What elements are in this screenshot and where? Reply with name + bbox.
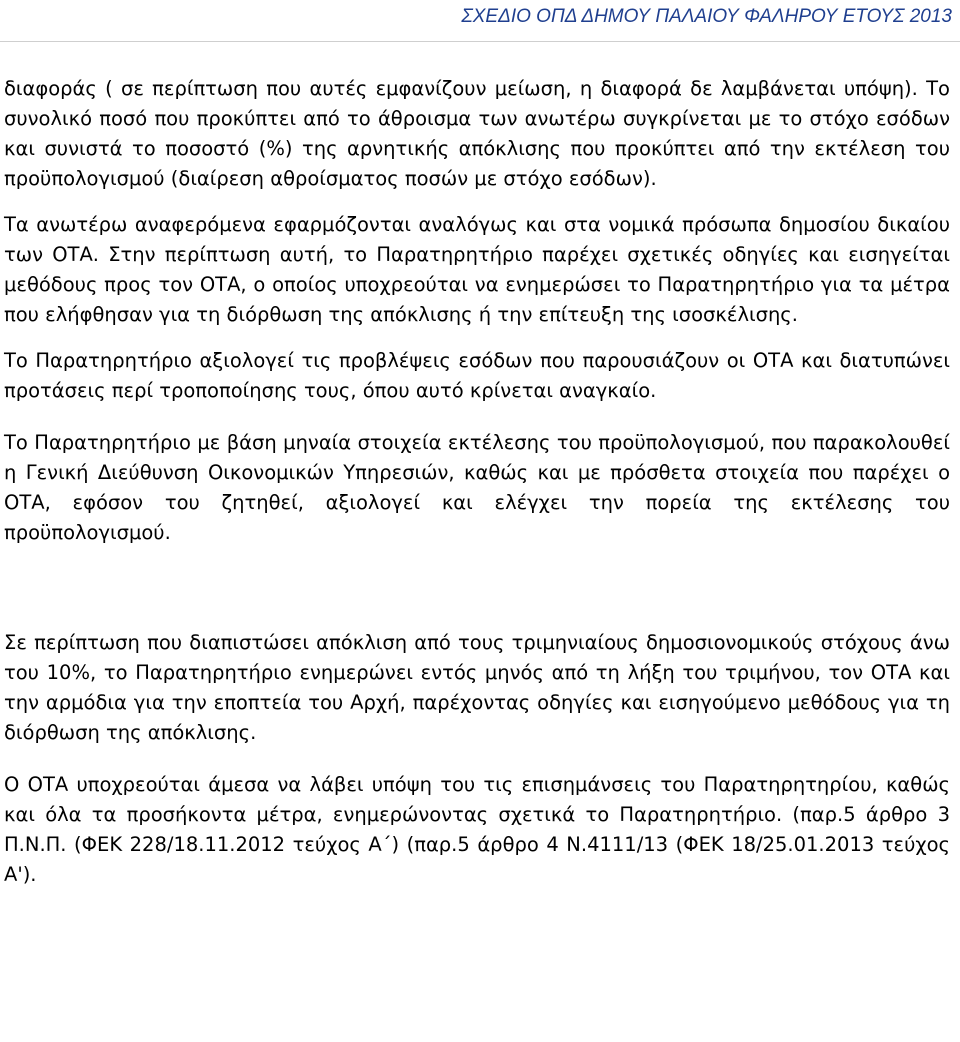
paragraph-revenue-deviation: διαφοράς ( σε περίπτωση που αυτές εμφανίζουν μείωση, η διαφορά δε λαμβάνεται υπόψη). Το συνολικό ποσό που προκύπτει από το άθροισμα των ανωτέρω συγκρίνεται με το στόχο εσόδων και συνιστά το ποσοστό (%) της αρνητικής απόκλισης που προκύπτει από την εκτέλεση του προϋπολογισμού (διαίρεση αθροίσματος ποσών με στόχο εσόδων). [4,77,950,190]
paragraph-revenue-forecasts: Το Παρατηρητήριο αξιολογεί τις προβλέψεις εσόδων που παρουσιάζουν οι ΟΤΑ και διατυπώνει προτάσεις περί τροποποίησης τους, όπου αυτό κρίνεται αναγκαίο. [4,349,950,402]
header-divider [0,41,960,42]
paragraph-legal-entities: Τα ανωτέρω αναφερόμενα εφαρμόζονται αναλόγως και στα νομικά πρόσωπα δημοσίου δικαίου των ΟΤΑ. Στην περίπτωση αυτή, το Παρατηρητήριο παρέχει σχετικές οδηγίες και εισηγείται μεθόδους προς τον ΟΤΑ, ο οποίος υποχρεούται να ενημερώσει το Παρατηρητήριο για τα μέτρα που ελήφθησαν για τη διόρθωση της απόκλισης ή την επίτευξη της ισοσκέλισης. [4,213,950,326]
paragraph-ota-obligation: Ο ΟΤΑ υποχρεούται άμεσα να λάβει υπόψη του τις επισημάνσεις του Παρατηρητηρίου, καθώς και όλα τα προσήκοντα μέτρα, ενημερώνοντας σχετικά το Παρατηρητήριο. (παρ.5 άρθρο 3 Π.Ν.Π. (ΦΕΚ 228/18.11.2012 τεύχος Α΄) (παρ.5 άρθρο 4 Ν.4111/13 (ΦΕΚ 18/25.01.2013 τεύχος Α'). [4,773,950,886]
paragraph-monthly-monitoring: Το Παρατηρητήριο με βάση μηναία στοιχεία εκτέλεσης του προϋπολογισμού, που παρακολουθεί η Γενική Διεύθυνση Οικονομικών Υπηρεσιών, καθώς και με πρόσθετα στοιχεία που παρέχει ο ΟΤΑ, εφόσον του ζητηθεί, αξιολογεί και ελέγχει την πορεία της εκτέλεσης του προϋπολογισμού. [4,431,950,544]
paragraph-quarterly-deviation: Σε περίπτωση που διαπιστώσει απόκλιση από τους τριμηνιαίους δημοσιονομικούς στόχους άνω του 10%, το Παρατηρητήριο ενημερώνει εντός μηνός από τη λήξη του τριμήνου, τον ΟΤΑ και την αρμόδια για την εποπτεία του Αρχή, παρέχοντας οδηγίες και εισηγούμενο μεθόδους για τη διόρθωση της απόκλισης. [4,631,950,744]
document-body [4,74,950,890]
document-header: ΣΧΕΔΙΟ ΟΠΔ ΔΗΜΟΥ ΠΑΛΑΙΟΥ ΦΑΛΗΡΟΥ ΕΤΟΥΣ 2013 [461,6,952,27]
